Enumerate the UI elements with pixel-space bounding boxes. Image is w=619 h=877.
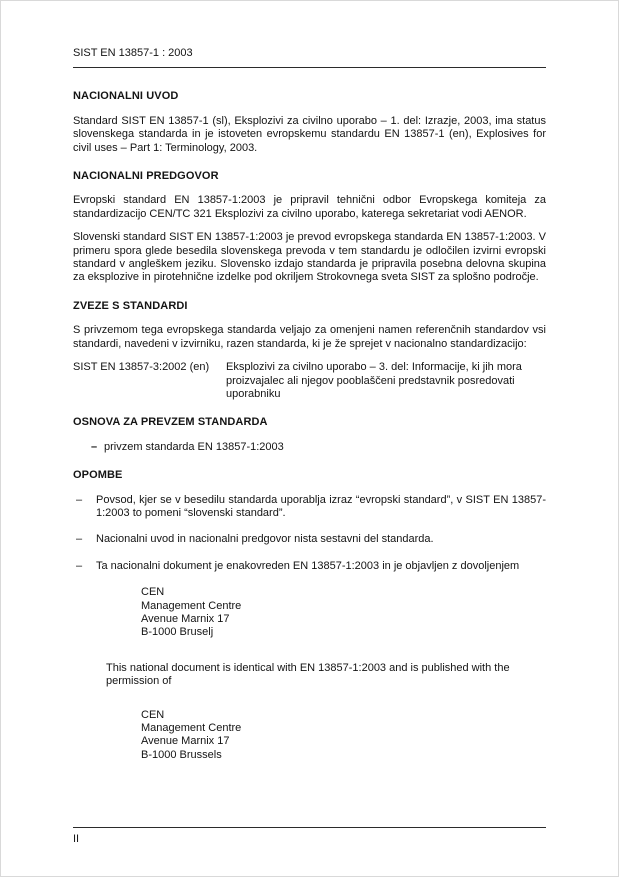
address-line: Avenue Marnix 17	[141, 612, 230, 625]
cen-address-slovenian	[141, 586, 546, 640]
english-permission-note: This national document is identical with EN 13857-1:2003 and is published with the permission of	[106, 661, 510, 688]
heading-osnova-za-prevzem: OSNOVA ZA PREVZEM STANDARDA	[73, 416, 268, 429]
referenced-standard-row	[73, 361, 546, 401]
footer-rule	[73, 827, 546, 828]
list-item-text: Nacionalni uvod in nacionalni predgovor nista sestavni del standarda.	[96, 533, 434, 546]
address-line: Avenue Marnix 17	[141, 735, 230, 748]
heading-nacionalni-predgovor: NACIONALNI PREDGOVOR	[73, 170, 219, 183]
list-item-opomba-1	[73, 494, 546, 521]
address-line: B-1000 Bruselj	[141, 626, 214, 639]
heading-zveze-s-standardi: ZVEZE S STANDARDI	[73, 299, 188, 312]
referenced-standard-title: Eksplozivi za civilno uporabo – 3. del: Informacije, ki jih mora proizvajalec ali njegov pooblaščeni predstavnik posredovati uporabniku	[226, 361, 522, 400]
list-item-text: Ta nacionalni dokument je enakovreden EN 13857-1:2003 in je objavljen z dovoljenjem	[96, 559, 520, 572]
address-line: CEN	[141, 708, 165, 721]
paragraph-predgovor-1: Evropski standard EN 13857-1:2003 je pripravil tehnični odbor Evropskega komiteja za standardizacijo CEN/TC 321 Eksplozivi za civilno uporabo, katerega sekretariat vodi AENOR.	[73, 194, 546, 220]
list-item-opomba-3	[73, 560, 546, 573]
address-line: CEN	[141, 586, 165, 599]
document-footer	[73, 827, 546, 846]
dash-marker: –	[76, 559, 83, 572]
list-item-opomba-2	[73, 533, 546, 546]
list-item-text: privzem standarda EN 13857-1:2003	[104, 440, 284, 453]
heading-opombe: OPOMBE	[73, 469, 123, 482]
paragraph-zveze: S privzemom tega evropskega standarda veljajo za omenjeni namen referenčnih standardov vsi standardi, navedeni v izvirniku, razen standarda, ki je že sprejet v nacionalno standardizacijo:	[73, 324, 546, 350]
page-number: II	[73, 832, 80, 845]
address-line: Management Centre	[141, 599, 242, 612]
dash-marker: –	[76, 493, 83, 506]
document-body	[73, 86, 546, 762]
heading-nacionalni-uvod: NACIONALNI UVOD	[73, 90, 179, 103]
paragraph-uvod: Standard SIST EN 13857-1 (sl), Eksplozivi za civilno uporabo – 1. del: Izrazje, 2003, ima status slovenskega standarda in je istoveten evropskemu standardu EN 13857-1 (en), Explosives for civil uses – Part 1: Terminology, 2003.	[73, 114, 546, 154]
address-line: Management Centre	[141, 722, 242, 734]
document-reference: SIST EN 13857-1 : 2003	[73, 47, 193, 59]
list-item-osnova	[73, 441, 546, 454]
cen-address-english	[141, 709, 546, 763]
referenced-standard-id: SIST EN 13857-3:2002 (en)	[73, 361, 210, 374]
document-header	[73, 47, 546, 68]
list-item-text: Povsod, kjer se v besedilu standarda uporablja izraz “evropski standard”, v SIST EN 13857-1:2003 to pomeni “slovenski standard”.	[96, 493, 546, 519]
paragraph-predgovor-2: Slovenski standard SIST EN 13857-1:2003 je prevod evropskega standarda EN 13857-1:2003. V primeru spora glede besedila slovenskega prevoda v tem standardu je odločilen izvirni evropski standard v angleškem jeziku. Slovensko izdajo standarda je pripravila posebna delovna skupina za eksplozive in pirotehnične izdelke pod okriljem Strokovnega sveta SIST za splošno področje.	[73, 231, 546, 284]
dash-marker: –	[76, 533, 83, 546]
dash-marker: –	[91, 440, 98, 453]
address-line: B-1000 Brussels	[141, 748, 222, 761]
